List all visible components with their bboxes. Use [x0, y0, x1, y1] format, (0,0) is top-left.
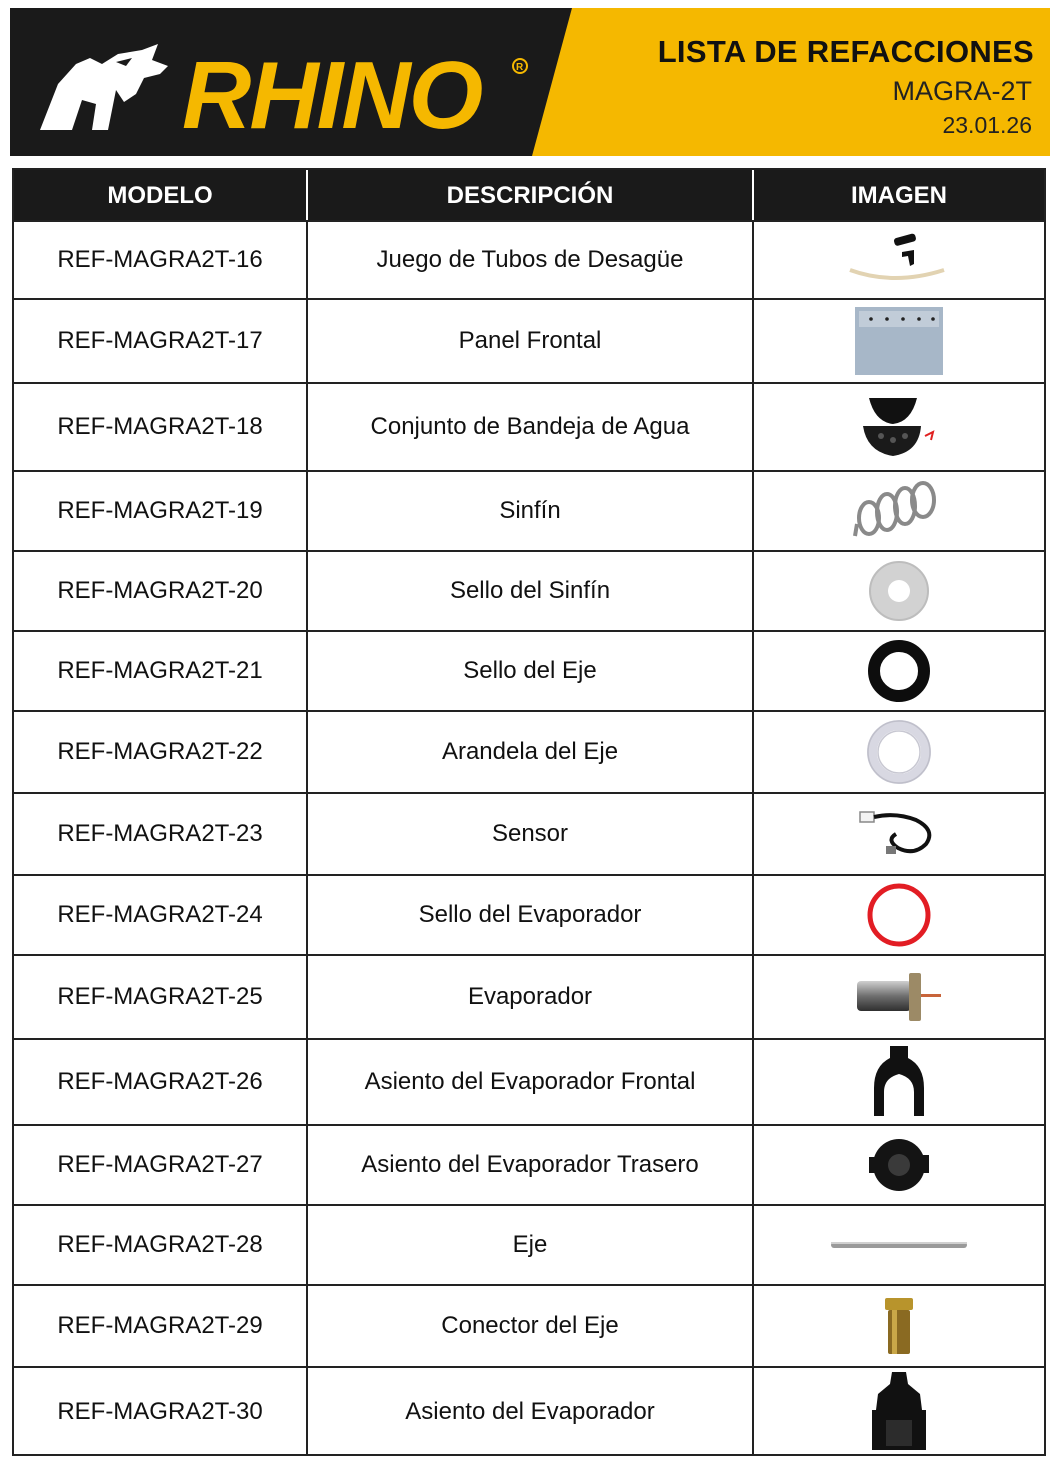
part-description: Arandela del Eje: [441, 738, 619, 765]
table-row: [14, 550, 1044, 630]
part-description: Conector del Eje: [441, 1312, 619, 1339]
part-image: [754, 384, 1044, 470]
part-number: REF-MAGRA2T-21: [57, 657, 263, 684]
model-name: MAGRA-2T: [892, 76, 1032, 106]
part-number: REF-MAGRA2T-24: [57, 901, 263, 928]
table-row: [14, 630, 1044, 710]
part-description: Evaporador: [467, 983, 593, 1010]
shaft-seal-icon: [866, 638, 932, 704]
part-number: REF-MAGRA2T-17: [57, 327, 263, 354]
part-number: REF-MAGRA2T-18: [57, 413, 263, 440]
parts-table: [12, 168, 1046, 1456]
table-row: [14, 470, 1044, 550]
drain-tubes-icon: [844, 230, 954, 290]
auger-spring-icon: [851, 480, 947, 542]
evaporator-seat-icon: [868, 1370, 930, 1454]
evaporator-icon: [853, 969, 945, 1025]
shaft-icon: [829, 1237, 969, 1253]
table-row: [14, 220, 1044, 298]
auger-seal-icon: [867, 559, 931, 623]
header: [10, 8, 1050, 156]
table-header: [14, 170, 1044, 220]
part-number: REF-MAGRA2T-30: [57, 1398, 263, 1425]
rhino-logo: [32, 44, 542, 136]
part-image: [754, 1040, 1044, 1124]
part-number: REF-MAGRA2T-25: [57, 983, 263, 1010]
part-description: Sello del Sinfín: [449, 577, 611, 604]
shaft-connector-icon: [882, 1296, 916, 1356]
part-description: Conjunto de Bandeja de Agua: [370, 413, 690, 440]
part-image: [754, 712, 1044, 792]
part-image: [754, 300, 1044, 382]
part-description: Juego de Tubos de Desagüe: [376, 246, 684, 273]
rhino-head-icon: [40, 44, 168, 130]
part-number: REF-MAGRA2T-23: [57, 820, 263, 847]
part-image: [754, 632, 1044, 710]
part-image: [754, 1126, 1044, 1204]
svg-text:R: R: [516, 62, 524, 73]
part-number: REF-MAGRA2T-22: [57, 738, 263, 765]
part-image: [754, 472, 1044, 550]
part-description: Panel Frontal: [458, 327, 602, 354]
part-image: [754, 552, 1044, 630]
part-image: [754, 876, 1044, 954]
part-description: Asiento del Evaporador Frontal: [364, 1068, 696, 1095]
part-number: REF-MAGRA2T-19: [57, 497, 263, 524]
part-number: REF-MAGRA2T-26: [57, 1068, 263, 1095]
sensor-icon: [856, 806, 942, 862]
part-image: [754, 956, 1044, 1038]
part-image: [754, 222, 1044, 298]
part-description: Eje: [512, 1231, 548, 1258]
part-number: REF-MAGRA2T-16: [57, 246, 263, 273]
part-number: REF-MAGRA2T-27: [57, 1151, 263, 1178]
table-row: [14, 874, 1044, 954]
rear-evaporator-seat-icon: [865, 1133, 933, 1197]
part-number: REF-MAGRA2T-29: [57, 1312, 263, 1339]
table-row: [14, 710, 1044, 792]
part-description: Sensor: [491, 820, 569, 847]
document-date: 23.01.26: [942, 112, 1032, 138]
table-row: [14, 298, 1044, 382]
column-header-image: IMAGEN: [851, 182, 947, 209]
brand-wordmark: RHINO: [182, 44, 482, 136]
part-description: Asiento del Evaporador: [405, 1398, 655, 1425]
table-row: [14, 954, 1044, 1038]
part-image: [754, 1206, 1044, 1284]
part-image: [754, 1368, 1044, 1456]
water-tray-icon: [859, 394, 939, 460]
front-evaporator-seat-icon: [868, 1044, 930, 1120]
table-row: [14, 792, 1044, 874]
part-number: REF-MAGRA2T-28: [57, 1231, 263, 1258]
column-header-model: MODELO: [107, 182, 213, 209]
evaporator-seal-icon: [865, 881, 933, 949]
part-description: Asiento del Evaporador Trasero: [361, 1151, 699, 1178]
document-title: LISTA DE REFACCIONES: [657, 34, 1034, 69]
table-row: [14, 1038, 1044, 1124]
table-row: [14, 1284, 1044, 1366]
part-image: [754, 794, 1044, 874]
part-description: Sello del Eje: [463, 657, 597, 684]
part-description: Sinfín: [499, 497, 561, 524]
table-row: [14, 1124, 1044, 1204]
table-row: [14, 1204, 1044, 1284]
part-description: Sello del Evaporador: [418, 901, 642, 928]
front-panel-icon: [853, 305, 945, 377]
part-number: REF-MAGRA2T-20: [57, 577, 263, 604]
part-image: [754, 1286, 1044, 1366]
table-row: [14, 382, 1044, 470]
shaft-washer-icon: [867, 720, 931, 784]
table-row: [14, 1366, 1044, 1456]
column-header-description: DESCRIPCIÓN: [446, 182, 614, 209]
